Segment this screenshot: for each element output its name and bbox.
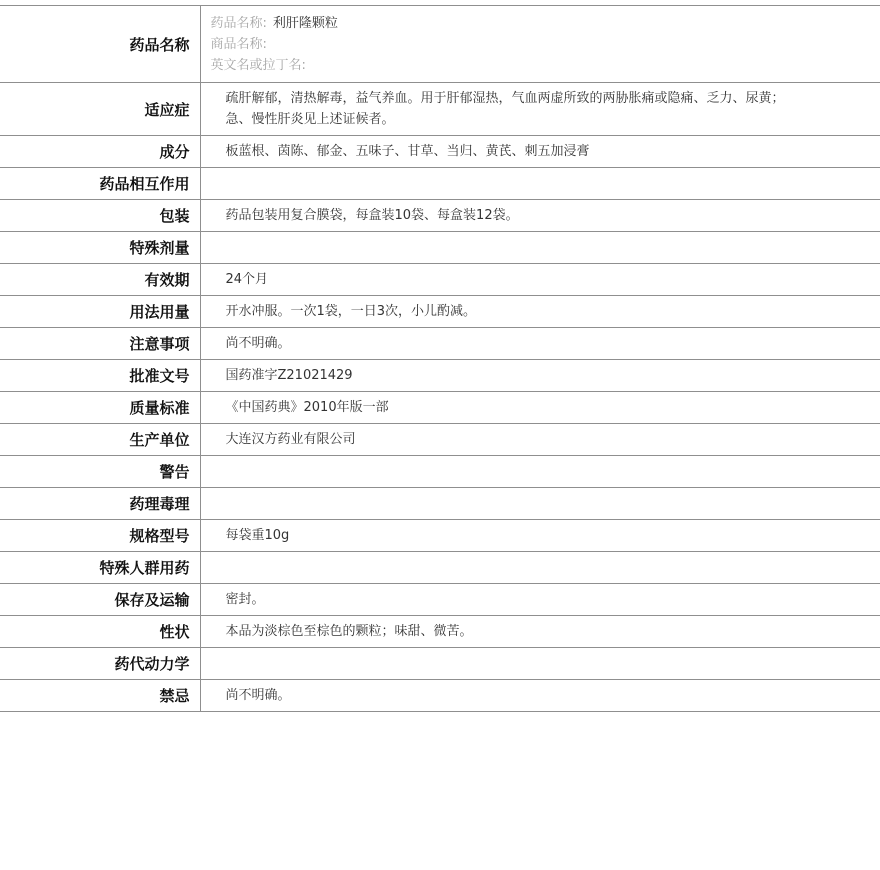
row-special-dosage (0, 232, 880, 264)
row-value: 板蓝根、茵陈、郁金、五味子、甘草、当归、黄芪、刺五加浸膏 (200, 136, 880, 168)
row-label: 适应症 (0, 83, 200, 136)
row-value: 尚不明确。 (200, 328, 880, 360)
row-value: 《中国药典》2010年版一部 (200, 392, 880, 424)
row-value: 24个月 (200, 264, 880, 296)
name-key: 商品名称: (210, 36, 267, 52)
row-value: 疏肝解郁，清热解毒，益气养血。用于肝郁湿热，气血两虚所致的两胁胀痛或隐痛、乏力、尿黄；急、慢性肝炎见上述证候者。 (200, 83, 880, 136)
row-label: 规格型号 (0, 520, 200, 552)
row-label: 药品相互作用 (0, 168, 200, 200)
row-label: 药品名称 (0, 6, 200, 83)
row-label: 注意事项 (0, 328, 200, 360)
row-label: 生产单位 (0, 424, 200, 456)
row-drug-name (0, 6, 880, 83)
row-value: 开水冲服。一次1袋，一日3次，小儿酌减。 (200, 296, 880, 328)
name-key: 英文名或拉丁名: (210, 57, 306, 73)
row-label: 药理毒理 (0, 488, 200, 520)
row-label: 质量标准 (0, 392, 200, 424)
row-pharmacology (0, 488, 880, 520)
name-line (211, 34, 801, 55)
row-label: 性状 (0, 616, 200, 648)
row-approval-number (0, 360, 880, 392)
row-label: 禁忌 (0, 680, 200, 712)
row-value: 国药准字Z21021429 (200, 360, 880, 392)
row-value (200, 456, 880, 488)
row-warning (0, 456, 880, 488)
row-contraindications (0, 680, 880, 712)
row-value (200, 552, 880, 584)
name-key: 药品名称: (210, 15, 267, 31)
row-value: 密封。 (200, 584, 880, 616)
row-dosage (0, 296, 880, 328)
name-line (211, 55, 801, 76)
row-special-populations (0, 552, 880, 584)
row-label: 用法用量 (0, 296, 200, 328)
row-value: 药品包装用复合膜袋，每盒装10袋、每盒装12袋。 (200, 200, 880, 232)
row-value: 尚不明确。 (200, 680, 880, 712)
row-label: 包装 (0, 200, 200, 232)
row-value (200, 488, 880, 520)
row-storage (0, 584, 880, 616)
name-value: 利肝隆颗粒 (272, 15, 338, 31)
row-pharmacokinetics (0, 648, 880, 680)
row-manufacturer (0, 424, 880, 456)
drug-name-cell (200, 6, 880, 83)
row-specification (0, 520, 880, 552)
row-label: 批准文号 (0, 360, 200, 392)
row-label: 保存及运输 (0, 584, 200, 616)
row-label: 有效期 (0, 264, 200, 296)
row-value (200, 168, 880, 200)
row-value: 大连汉方药业有限公司 (200, 424, 880, 456)
row-shelf-life (0, 264, 880, 296)
row-value: 每袋重10g (200, 520, 880, 552)
row-label: 成分 (0, 136, 200, 168)
row-packaging (0, 200, 880, 232)
row-label: 特殊剂量 (0, 232, 200, 264)
drug-spec-table (0, 5, 880, 712)
row-label: 药代动力学 (0, 648, 200, 680)
row-quality-standard (0, 392, 880, 424)
row-value: 本品为淡棕色至棕色的颗粒；味甜、微苦。 (200, 616, 880, 648)
row-label: 特殊人群用药 (0, 552, 200, 584)
row-ingredients (0, 136, 880, 168)
row-value (200, 232, 880, 264)
row-indications (0, 83, 880, 136)
row-label: 警告 (0, 456, 200, 488)
row-value (200, 648, 880, 680)
row-description (0, 616, 880, 648)
name-line (211, 13, 801, 34)
row-precautions (0, 328, 880, 360)
row-interactions (0, 168, 880, 200)
